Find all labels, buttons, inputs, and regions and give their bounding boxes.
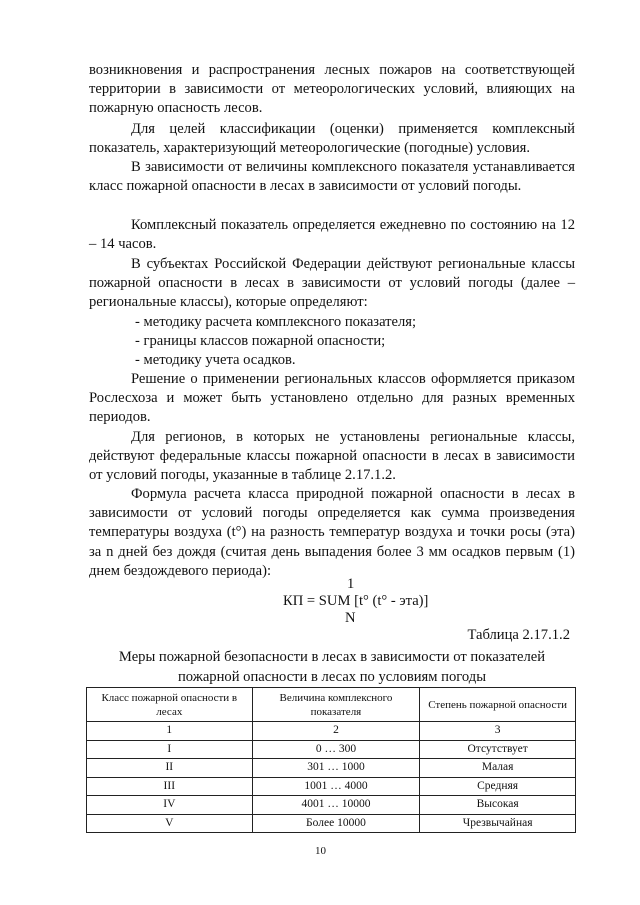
- header-cell: Степень пожарной опасности: [420, 688, 576, 722]
- paragraph-classification: Для целей классификации (оценки) применяется комплексный показатель, характеризующий метеорологические (погодные) условия.: [89, 121, 575, 157]
- table-cell: Высокая: [420, 796, 576, 815]
- table-cell: 1001 … 4000: [252, 777, 420, 796]
- table-cell: III: [87, 777, 253, 796]
- table-cell: 4001 … 10000: [252, 796, 420, 815]
- table-cell: IV: [87, 796, 253, 815]
- table-column-number-row: [87, 722, 576, 741]
- table-cell: 301 … 1000: [252, 759, 420, 778]
- paragraph-formula-description: Формула расчета класса природной пожарной опасности в лесах в зависимости от условий погоды определяется как сумма произведения температуры воздуха (t°) на разность температур воздуха и точки росы (эта) за n дней без дождя (считая день выпадения более 3 мм осадков первым (1) днем бездождевого периода):: [89, 486, 575, 579]
- fire-danger-table: [86, 687, 576, 833]
- column-number-cell: 2: [252, 722, 420, 741]
- formula-lower-limit: N: [345, 610, 356, 626]
- table-cell: Отсутствует: [420, 740, 576, 759]
- table-number: Таблица 2.17.1.2: [467, 627, 570, 643]
- table-row: [87, 777, 576, 796]
- bullet-item: - методику расчета комплексного показателя;: [135, 314, 417, 330]
- paragraph-regional-classes: В субъектах Российской Федерации действуют региональные классы пожарной опасности в лесах в зависимости от условий погоды (далее – региональные классы), которые определяют:: [89, 256, 575, 311]
- header-cell: Класс пожарной опасности в лесах: [87, 688, 253, 722]
- table-cell: Малая: [420, 759, 576, 778]
- table-cell: V: [87, 814, 253, 833]
- table-cell: Чрезвычайная: [420, 814, 576, 833]
- formula-main: КП = SUM [t° (t° - эта)]: [283, 593, 429, 609]
- paragraph-federal-classes: Для регионов, в которых не установлены региональные классы, действуют федеральные классы пожарной опасности в лесах в зависимости от условий погоды, указанные в таблице 2.17.1.2.: [89, 429, 575, 484]
- bullet-item: - методику учета осадков.: [135, 352, 296, 368]
- table-row: [87, 759, 576, 778]
- bullet-item: - границы классов пожарной опасности;: [135, 333, 386, 349]
- table-cell: Средняя: [420, 777, 576, 796]
- table-header-row: [87, 688, 576, 722]
- table-cell: 0 … 300: [252, 740, 420, 759]
- header-cell: Величина комплексного показателя: [252, 688, 420, 722]
- paragraph-class-by-indicator: В зависимости от величины комплексного показателя устанавливается класс пожарной опасности в лесах в зависимости от условий погоды.: [89, 159, 575, 195]
- table-title: Меры пожарной безопасности в лесах в зависимости от показателей пожарной опасности в лесах по условиям погоды: [118, 649, 546, 685]
- column-number-cell: 3: [420, 722, 576, 741]
- formula-upper-limit: 1: [347, 576, 355, 592]
- paragraph-daily-calculation: Комплексный показатель определяется ежедневно по состоянию на 12 – 14 часов.: [89, 217, 575, 253]
- table-cell: I: [87, 740, 253, 759]
- page-number: 10: [315, 845, 326, 857]
- table-row: [87, 814, 576, 833]
- paragraph-order-decision: Решение о применении региональных классов оформляется приказом Рослесхоза и может быть установлено отдельно для разных временных периодов.: [89, 371, 575, 426]
- table-row: [87, 796, 576, 815]
- paragraph-intro-continuation: возникновения и распространения лесных пожаров на соответствующей территории в зависимости от метеорологических условий, влияющих на пожарную опасность лесов.: [89, 62, 575, 117]
- column-number-cell: 1: [87, 722, 253, 741]
- table-cell: Более 10000: [252, 814, 420, 833]
- table-cell: II: [87, 759, 253, 778]
- table-row: [87, 740, 576, 759]
